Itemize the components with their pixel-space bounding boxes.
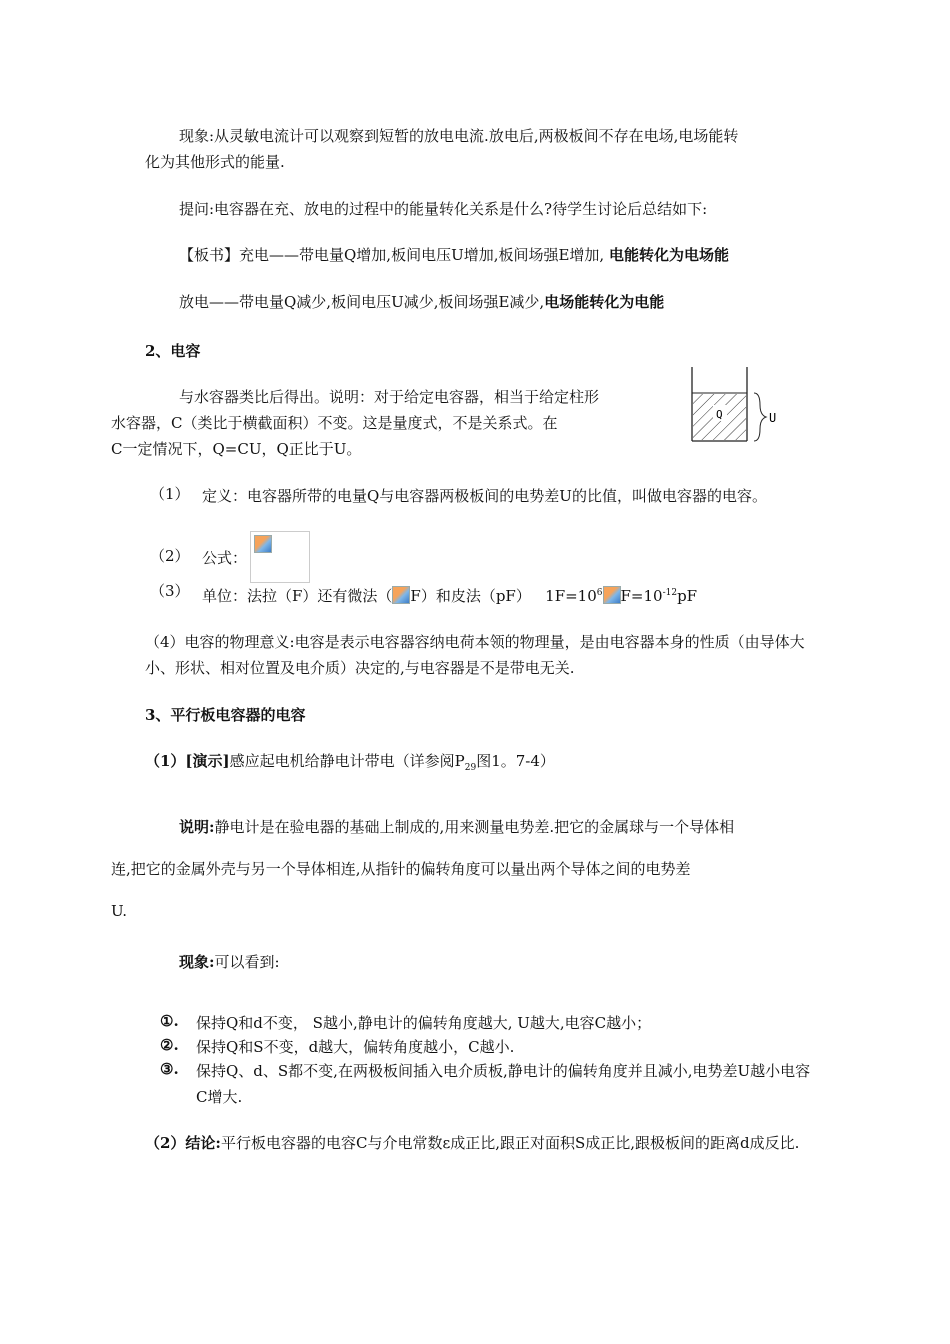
text-run: 感应起电机给静电计带电（详参阅P <box>229 752 465 770</box>
paragraph-explain <box>111 806 810 932</box>
observation-item: 保持Q和d不变， S越小,静电计的偏转角度越大, U越大,电容C越小； <box>196 1014 652 1032</box>
paragraph-demo <box>145 748 810 781</box>
paragraph-phenomenon-2 <box>145 949 810 975</box>
subscript: 29 <box>464 763 477 773</box>
text-run: F=10 <box>620 587 663 605</box>
text-line: 化为其他形式的能量. <box>145 153 285 171</box>
text-line: 静电计是在验电器的基础上制成的,用来测量电势差.把它的金属球与一个导体相 <box>214 818 735 836</box>
observation-marker: ①. <box>160 1012 179 1030</box>
section-heading-2: 2、电容 <box>145 342 201 360</box>
paragraph-analogy <box>111 384 670 462</box>
text-run: pF <box>677 587 698 605</box>
item-number: （2） <box>150 547 190 565</box>
broken-image-icon <box>392 586 410 604</box>
bold-run: （2）结论: <box>145 1134 221 1152</box>
paragraph-charge <box>145 242 810 268</box>
observation-marker: ③. <box>160 1060 179 1078</box>
broken-image-icon <box>254 535 272 553</box>
bold-run: （1）[演示] <box>145 752 230 770</box>
item-number: （1） <box>150 485 190 503</box>
u-label: U <box>769 411 777 425</box>
water-container-diagram <box>686 365 786 447</box>
text-line: 水容器，C（类比于横截面积）不变。这是量度式，不是关系式。在 <box>111 414 558 432</box>
item-physical-meaning: （4）电容的物理意义:电容是表示电容器容纳电荷本领的物理量，是由电容器本身的性质（由导体大小、形状、相对位置及电介质）决定的,与电容器是不是带电无关. <box>145 633 805 677</box>
text-line: 现象:从灵敏电流计可以观察到短暂的放电电流.放电后,两极板间不存在电场,电场能转 <box>179 127 739 145</box>
paragraph-phenomenon <box>145 123 810 175</box>
text-run: 可以看到: <box>214 953 280 971</box>
text-run: 【板书】充电——带电量Q增加,板间电压U增加,板间场强E增加, <box>179 246 605 264</box>
text-line: 连,把它的金属外壳与另一个导体相连,从指针的偏转角度可以量出两个导体之间的电势差 <box>111 860 691 878</box>
text-line: 与水容器类比后得出。说明：对于给定电容器，相当于给定柱形 <box>179 388 600 406</box>
item-number: （3） <box>150 582 190 600</box>
text-run: 平行板电容器的电容C与介电常数ε成正比,跟正对面积S成正比,跟极板间的距离d成反比. <box>220 1134 800 1152</box>
text-line: U. <box>111 902 128 920</box>
text-run: 1F=10 <box>545 587 597 605</box>
text-run: 放电——带电量Q减少,板间电压U减少,板间场强E减少, <box>179 293 545 311</box>
superscript: 6 <box>596 588 603 598</box>
item-formula-label: 公式： <box>202 549 248 567</box>
broken-image-icon <box>603 586 621 604</box>
observation-item: 保持Q、d、S都不变,在两极板间插入电介质板,静电计的偏转角度并且减小,电势差U越小电容C增大. <box>196 1062 811 1106</box>
paragraph-conclusion <box>145 1130 810 1156</box>
q-label: Q <box>716 408 723 421</box>
text-line: C一定情况下，Q=CU，Q正比于U。 <box>111 440 362 458</box>
text-run: F）和皮法（pF） <box>410 587 531 605</box>
bold-run: 现象: <box>179 953 215 971</box>
item-definition: 定义：电容器所带的电量Q与电容器两极板间的电势差U的比值，叫做电容器的电容。 <box>202 487 767 505</box>
observation-item: 保持Q和S不变，d越大，偏转角度越小，C越小. <box>196 1038 515 1056</box>
section-heading-3: 3、平行板电容器的电容 <box>145 706 306 724</box>
paragraph-discharge <box>145 289 810 315</box>
paragraph-question: 提问:电容器在充、放电的过程中的能量转化关系是什么?待学生讨论后总结如下: <box>179 200 708 218</box>
item-units <box>202 580 812 609</box>
text-run: 单位：法拉（F）还有微法（ <box>202 587 393 605</box>
bold-run: 电能转化为电场能 <box>608 246 729 264</box>
superscript: -12 <box>662 588 678 598</box>
bold-run: 电场能转化为电能 <box>544 293 665 311</box>
observation-marker: ②. <box>160 1036 179 1054</box>
text-run: 图1。7-4） <box>476 752 555 770</box>
formula-image <box>250 531 310 583</box>
bold-run: 说明: <box>179 818 215 836</box>
